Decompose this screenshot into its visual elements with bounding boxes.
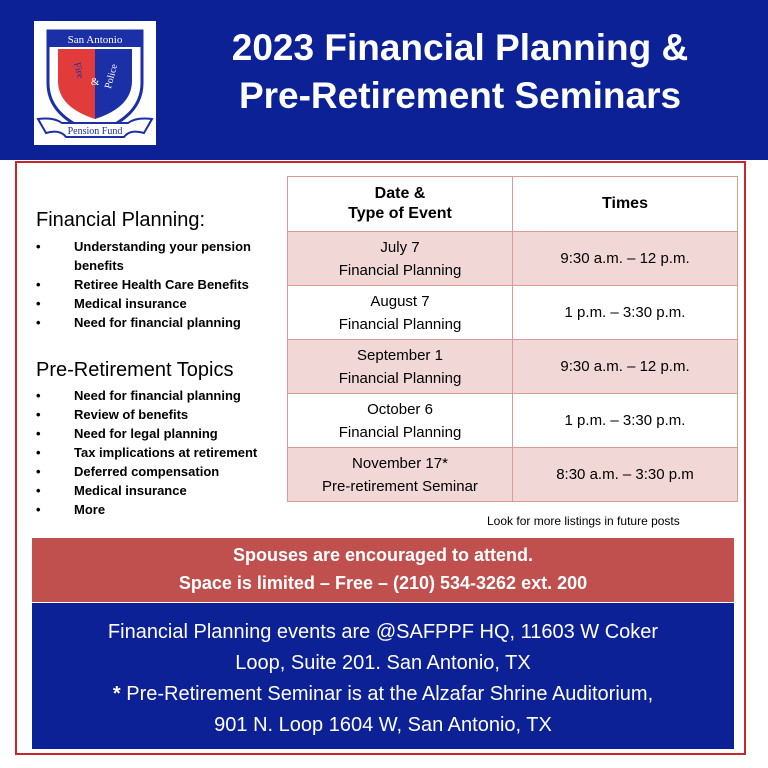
logo-right-text: Police [103, 62, 121, 90]
event-cell: July 7 Financial Planning [288, 232, 513, 286]
listings-note: Look for more listings in future posts [487, 514, 680, 528]
pre-retirement-list [36, 386, 286, 519]
locations-panel [32, 603, 734, 749]
shield-logo-icon [34, 21, 156, 145]
location-line-2: Loop, Suite 201. San Antonio, TX [235, 652, 531, 674]
list-item: • Review of benefits [36, 407, 189, 422]
list-item: • Retiree Health Care Benefits [36, 277, 249, 292]
bullet-icon: • [36, 445, 41, 460]
time-cell: 8:30 a.m. – 3:30 p.m [513, 448, 738, 502]
table-header-row [288, 177, 738, 232]
page-title [170, 24, 750, 120]
times-column-header: Times [513, 177, 738, 232]
list-item: • Deferred compensation [36, 464, 220, 479]
location-line-3: * Pre-Retirement Seminar is at the Alzafar Shrine Auditorium, [112, 683, 654, 705]
logo-left-text: Fire [71, 61, 86, 80]
list-item: • Need for legal planning [36, 426, 218, 441]
table-row [288, 232, 738, 286]
title-line-2: Pre-Retirement Seminars [238, 75, 682, 116]
contact-line: Space is limited – Free – (210) 534-3262 ext. 200 [178, 573, 588, 593]
bullet-icon: • [36, 502, 41, 517]
bullet-icon: • [36, 426, 41, 441]
bullet-icon: • [36, 315, 41, 330]
bullet-icon: • [36, 483, 41, 498]
spouses-line-1: Spouses are encouraged to attend. [232, 545, 534, 565]
event-cell: October 6 Financial Planning [288, 394, 513, 448]
bullet-icon: • [36, 464, 41, 479]
time-cell: 9:30 a.m. – 12 p.m. [513, 232, 738, 286]
time-cell: 1 p.m. – 3:30 p.m. [513, 286, 738, 340]
list-item: • Medical insurance [36, 483, 187, 498]
table-row [288, 448, 738, 502]
location-line-4: 901 N. Loop 1604 W, San Antonio, TX [214, 714, 552, 736]
logo-amp-text: & [90, 76, 100, 88]
table-row [288, 394, 738, 448]
event-cell: August 7 Financial Planning [288, 286, 513, 340]
pre-retirement-heading: Pre-Retirement Topics [36, 359, 234, 381]
bullet-icon: • [36, 407, 41, 422]
list-item-continuation: benefits [74, 258, 124, 273]
financial-planning-heading: Financial Planning: [36, 209, 205, 231]
list-item: • Medical insurance [36, 296, 187, 311]
event-cell: November 17* Pre-retirement Seminar [288, 448, 513, 502]
pension-fund-logo [34, 21, 156, 145]
table-row [288, 286, 738, 340]
time-cell: 9:30 a.m. – 12 p.m. [513, 340, 738, 394]
list-item: • Understanding your pension [36, 239, 251, 254]
header-banner [0, 0, 768, 160]
logo-top-text: San Antonio [67, 34, 123, 46]
bullet-icon: • [36, 388, 41, 403]
list-item: • Need for financial planning [36, 315, 241, 330]
spouses-banner [32, 538, 734, 602]
bullet-icon: • [36, 296, 41, 311]
bullet-icon: • [36, 239, 41, 254]
time-cell: 1 p.m. – 3:30 p.m. [513, 394, 738, 448]
logo-bottom-text: Pension Fund [67, 126, 123, 137]
bullet-icon: • [36, 277, 41, 292]
list-item: • Tax implications at retirement [36, 445, 258, 460]
asterisk-mark: * [112, 683, 121, 705]
list-item: • More [36, 502, 106, 517]
schedule-table [287, 176, 738, 502]
list-item: • Need for financial planning [36, 388, 241, 403]
financial-planning-list [36, 237, 276, 332]
table-row [288, 340, 738, 394]
date-column-header: Date & Type of Event [288, 177, 513, 232]
event-cell: September 1 Financial Planning [288, 340, 513, 394]
location-line-1: Financial Planning events are @SAFPPF HQ, 11603 W Coker [107, 621, 659, 643]
title-line-1: 2023 Financial Planning & [231, 27, 689, 68]
